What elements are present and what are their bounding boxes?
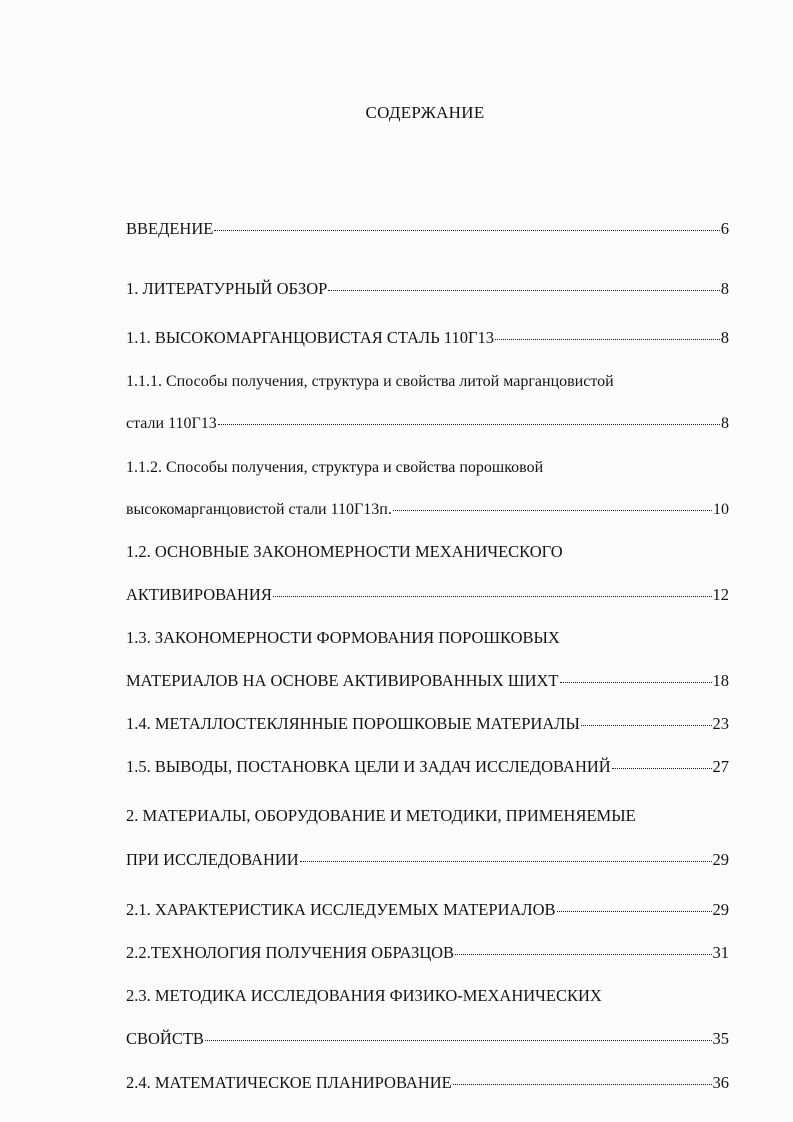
dot-leader (273, 594, 712, 597)
toc-entry-section-2 (126, 850, 729, 870)
dot-leader (328, 288, 719, 291)
toc-page-number: 31 (712, 943, 729, 962)
toc-label: высокомарганцовистой стали 110Г13п. (126, 501, 392, 518)
toc-label: ПРИ ИССЛЕДОВАНИИ (126, 850, 299, 869)
toc-entry-section-1 (126, 279, 729, 299)
toc-entry-intro (126, 219, 729, 239)
toc-page-number: 36 (712, 1073, 729, 1092)
dot-leader (560, 680, 712, 683)
toc-entry-section-1-1-1 (126, 414, 729, 434)
toc-label: СВОЙСТВ (126, 1029, 204, 1048)
toc-entry-section-1-1-1-line1: 1.1.1. Способы получения, структура и свойства литой марганцовистой (126, 373, 614, 390)
page-title: СОДЕРЖАНИЕ (365, 103, 485, 122)
toc-entry-section-1-1-2-line1: 1.1.2. Способы получения, структура и свойства порошковой (126, 459, 544, 476)
toc-label: 1.4. МЕТАЛЛОСТЕКЛЯННЫЕ ПОРОШКОВЫЕ МАТЕРИАЛЫ (126, 714, 580, 733)
toc-label: ВВЕДЕНИЕ (126, 219, 214, 238)
dot-leader (393, 508, 712, 511)
toc-page-number: 35 (712, 1029, 729, 1048)
toc-label: АКТИВИРОВАНИЯ (126, 585, 272, 604)
toc-label: МАТЕРИАЛОВ НА ОСНОВЕ АКТИВИРОВАННЫХ ШИХТ (126, 671, 559, 690)
toc-page-number: 23 (712, 714, 729, 733)
dot-leader (495, 337, 720, 340)
dot-leader (612, 766, 712, 769)
toc-label: 2.2.ТЕХНОЛОГИЯ ПОЛУЧЕНИЯ ОБРАЗЦОВ (126, 943, 455, 962)
dot-leader (218, 422, 720, 425)
toc-entry-section-2-4 (126, 1073, 729, 1093)
toc-entry-section-1-3 (126, 671, 729, 691)
toc-page-number: 8 (721, 415, 729, 432)
dot-leader (581, 723, 712, 726)
dot-leader (453, 1082, 712, 1085)
toc-entry-section-2-2 (126, 943, 729, 963)
toc-label: 2.1. ХАРАКТЕРИСТИКА ИССЛЕДУЕМЫХ МАТЕРИАЛОВ (126, 900, 556, 919)
toc-entry-section-1-3-line1: 1.3. ЗАКОНОМЕРНОСТИ ФОРМОВАНИЯ ПОРОШКОВЫХ (126, 628, 560, 647)
dot-leader (455, 952, 711, 955)
toc-page-number: 6 (720, 219, 729, 238)
toc-label: 1. ЛИТЕРАТУРНЫЙ ОБЗОР (126, 279, 328, 298)
toc-page-number: 18 (712, 671, 729, 690)
toc-entry-section-1-4 (126, 714, 729, 734)
toc-page-number: 29 (712, 850, 729, 869)
toc-entry-section-1-2 (126, 585, 729, 605)
toc-entry-section-2-3 (126, 1029, 729, 1049)
toc-entry-section-2-3-line1: 2.3. МЕТОДИКА ИССЛЕДОВАНИЯ ФИЗИКО-МЕХАНИЧЕСКИХ (126, 986, 602, 1005)
toc-label: 1.5. ВЫВОДЫ, ПОСТАНОВКА ЦЕЛИ И ЗАДАЧ ИССЛЕДОВАНИЙ (126, 757, 611, 776)
dot-leader (214, 228, 719, 231)
toc-page-number: 12 (712, 585, 729, 604)
dot-leader (300, 859, 712, 862)
toc-page-number: 29 (712, 900, 729, 919)
toc-entry-section-1-1-2 (126, 500, 729, 520)
toc-label: 2.4. МАТЕМАТИЧЕСКОЕ ПЛАНИРОВАНИЕ (126, 1073, 452, 1092)
toc-page-number: 8 (720, 328, 729, 347)
toc-label: 1.1. ВЫСОКОМАРГАНЦОВИСТАЯ СТАЛЬ 110Г13 (126, 328, 495, 347)
toc-entry-section-1-1 (126, 328, 729, 348)
toc-entry-section-2-line1: 2. МАТЕРИАЛЫ, ОБОРУДОВАНИЕ И МЕТОДИКИ, ПРИМЕНЯЕМЫЕ (126, 806, 636, 825)
dot-leader (205, 1038, 712, 1041)
toc-entry-section-2-1 (126, 900, 729, 920)
dot-leader (557, 909, 712, 912)
toc-page-number: 10 (713, 501, 729, 518)
toc-page-number: 8 (720, 279, 729, 298)
toc-entry-section-1-5 (126, 757, 729, 777)
toc-page-number: 27 (712, 757, 729, 776)
toc-label: стали 110Г13 (126, 415, 217, 432)
toc-entry-section-1-2-line1: 1.2. ОСНОВНЫЕ ЗАКОНОМЕРНОСТИ МЕХАНИЧЕСКОГО (126, 542, 563, 561)
